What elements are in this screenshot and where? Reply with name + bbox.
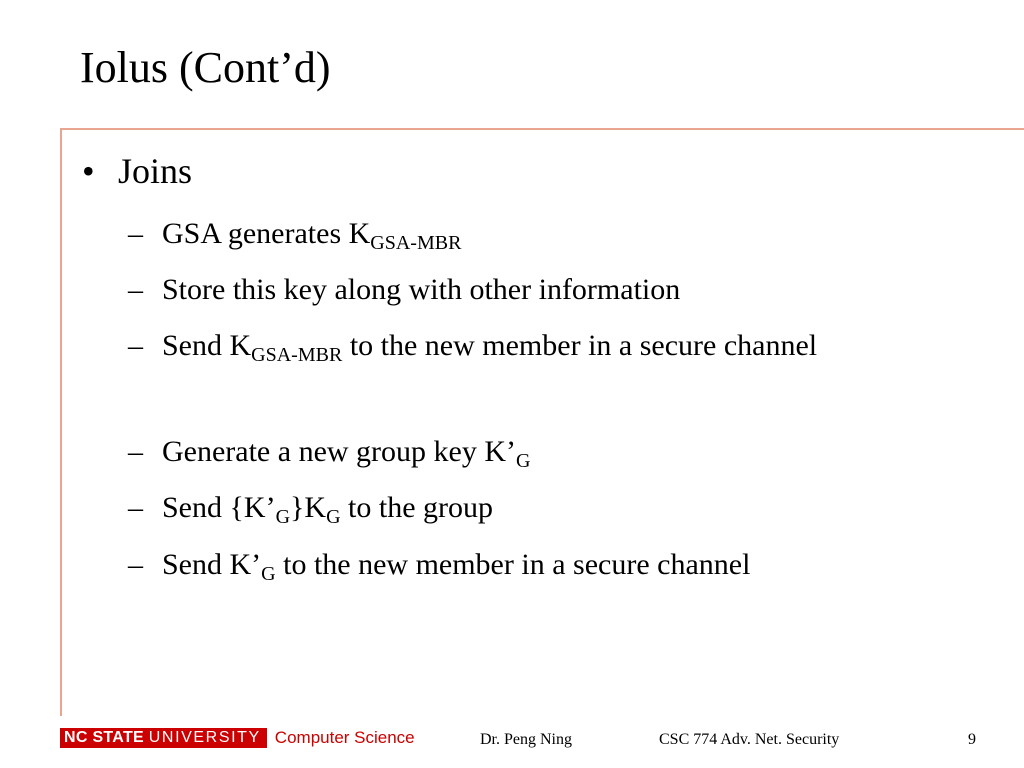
text-run: Generate a new group key K’ bbox=[162, 435, 517, 468]
sub-item-generate-group-key bbox=[128, 434, 968, 472]
sub-item-text bbox=[162, 328, 942, 366]
subscript: G bbox=[326, 506, 341, 528]
sub-item-send-to-group bbox=[128, 490, 968, 528]
sub-item-gsa-generates bbox=[128, 216, 968, 254]
subscript: G bbox=[516, 450, 531, 472]
text-run: to the new member in a secure channel bbox=[275, 548, 751, 581]
dash-marker: – bbox=[128, 273, 143, 306]
vertical-rule bbox=[60, 128, 62, 716]
department-name: Computer Science bbox=[274, 728, 415, 747]
page-number: 9 bbox=[968, 731, 976, 748]
bullet-marker: • bbox=[82, 151, 95, 191]
dash-marker: – bbox=[128, 217, 143, 250]
dash-marker: – bbox=[128, 329, 143, 362]
sub-item-send-to-new-member bbox=[128, 547, 968, 585]
text-run: to the group bbox=[340, 491, 494, 524]
sub-item-text bbox=[162, 547, 942, 585]
subscript: G bbox=[275, 506, 291, 528]
sub-item-text bbox=[162, 490, 942, 528]
sub-item-text bbox=[162, 272, 942, 307]
horizontal-rule bbox=[60, 128, 1024, 130]
footer-course: CSC 774 Adv. Net. Security bbox=[659, 731, 840, 748]
text-run: }K bbox=[290, 491, 327, 524]
ncsu-logo bbox=[60, 728, 415, 748]
subscript: GSA-MBR bbox=[251, 344, 343, 366]
sub-item-store-key bbox=[128, 272, 968, 307]
logo-wordmark bbox=[60, 728, 267, 748]
subscript: GSA-MBR bbox=[370, 232, 462, 254]
text-run: Send {K’ bbox=[162, 491, 276, 524]
sub-item-text bbox=[162, 434, 942, 472]
sub-item-text bbox=[162, 216, 942, 254]
slide-title: Iolus (Cont’d) bbox=[80, 43, 331, 92]
sub-item-send-key-secure bbox=[128, 328, 968, 366]
dash-marker: – bbox=[128, 491, 143, 524]
footer-author: Dr. Peng Ning bbox=[480, 731, 572, 748]
dash-marker: – bbox=[128, 435, 143, 468]
text-run: GSA generates K bbox=[162, 217, 371, 250]
text-run: Store this key along with other information bbox=[162, 273, 681, 306]
bullet-joins bbox=[82, 150, 192, 193]
text-run: Send K bbox=[162, 329, 252, 362]
text-run: Send K’ bbox=[162, 548, 262, 581]
dash-marker: – bbox=[128, 548, 143, 581]
subscript: G bbox=[261, 563, 276, 585]
text-run: to the new member in a secure channel bbox=[342, 329, 818, 362]
logo-thin-text: UNIVERSITY bbox=[148, 729, 261, 746]
logo-bold-text: NC STATE bbox=[64, 729, 145, 746]
bullet-label: Joins bbox=[118, 151, 193, 191]
